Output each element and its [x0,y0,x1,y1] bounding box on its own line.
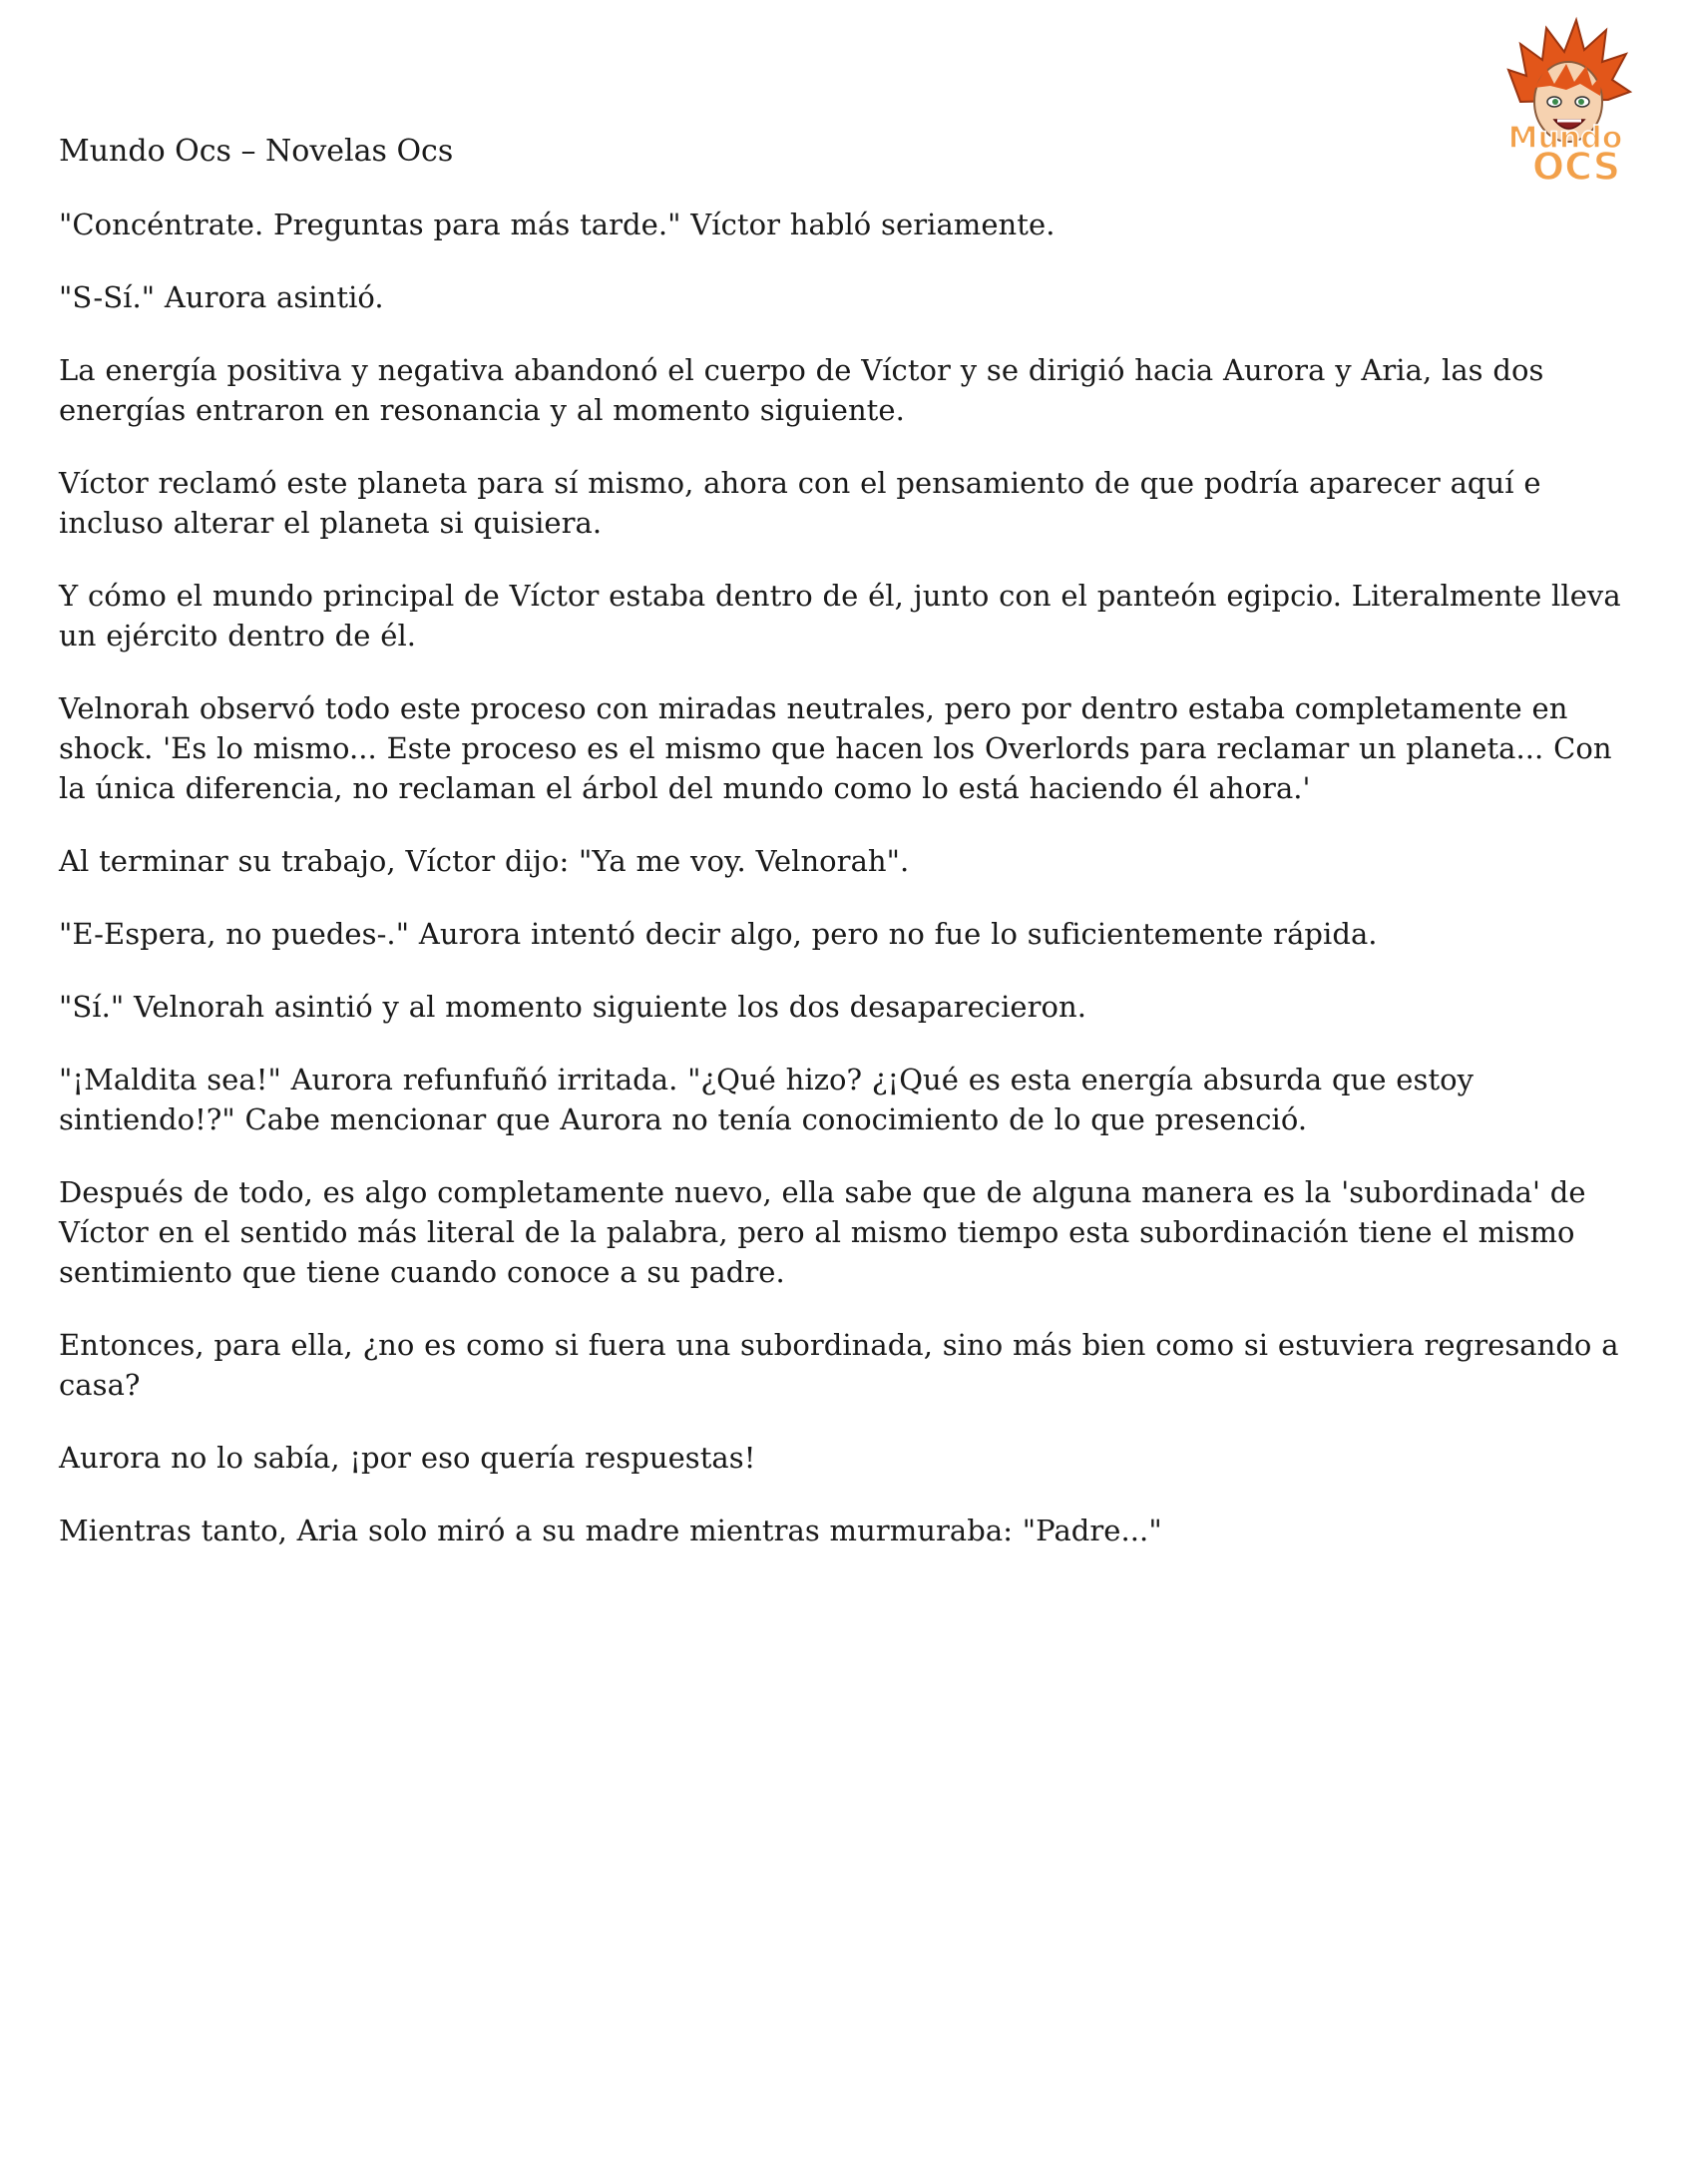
paragraph: Entonces, para ella, ¿no es como si fuera una subordinada, sino más bien como si estuviera regresando a casa? [59,1328,1619,1402]
paragraph: "S-Sí." Aurora asintió. [59,280,384,314]
paragraph: Mientras tanto, Aria solo miró a su madre mientras murmuraba: "Padre..." [59,1514,1162,1547]
paragraph: "E-Espera, no puedes-." Aurora intentó decir algo, pero no fue lo suficientemente rápida. [59,917,1378,951]
paragraph: "Concéntrate. Preguntas para más tarde." Víctor habló seriamente. [59,208,1055,241]
paragraph: Después de todo, es algo completamente nuevo, ella sabe que de alguna manera es la 'subordinada' de Víctor en el sentido más literal de la palabra, pero al mismo tiempo esta subordinación tiene el mismo sentimiento que tiene cuando conoce a su padre. [59,1175,1586,1289]
site-header: Mundo Ocs – Novelas Ocs [59,134,454,169]
paragraph: La energía positiva y negativa abandonó el cuerpo de Víctor y se dirigió hacia Aurora y Aria, las dos energías entraron en resonancia y al momento siguiente. [59,353,1544,427]
paragraph: Y cómo el mundo principal de Víctor estaba dentro de él, junto con el panteón egipcio. Literalmente lleva un ejército dentro de él. [59,579,1621,653]
logo-image [1480,10,1650,185]
svg-text:OCS: OCS [1531,145,1621,185]
paragraph: Al terminar su trabajo, Víctor dijo: "Ya me voy. Velnorah". [59,844,910,878]
mundo-ocs-logo [1480,10,1650,185]
novel-body [59,205,1645,1583]
svg-text:Mundo: Mundo [1507,121,1623,156]
paragraph: "Sí." Velnorah asintió y al momento siguiente los dos desaparecieron. [59,990,1087,1024]
paragraph: Aurora no lo sabía, ¡por eso quería respuestas! [59,1441,756,1475]
paragraph: "¡Maldita sea!" Aurora refunfuñó irritada. "¿Qué hizo? ¿¡Qué es esta energía absurda que estoy sintiendo!?" Cabe mencionar que Aurora no tenía conocimiento de lo que presenció. [59,1063,1475,1136]
paragraph: Velnorah observó todo este proceso con miradas neutrales, pero por dentro estaba completamente en shock. 'Es lo mismo... Este proceso es el mismo que hacen los Overlords para reclamar un planeta... Con la única diferencia, no reclaman el árbol del mundo como lo está haciendo él ahora.' [59,691,1612,805]
paragraph: Víctor reclamó este planeta para sí mismo, ahora con el pensamiento de que podría aparecer aquí e incluso alterar el planeta si quisiera. [59,466,1541,540]
